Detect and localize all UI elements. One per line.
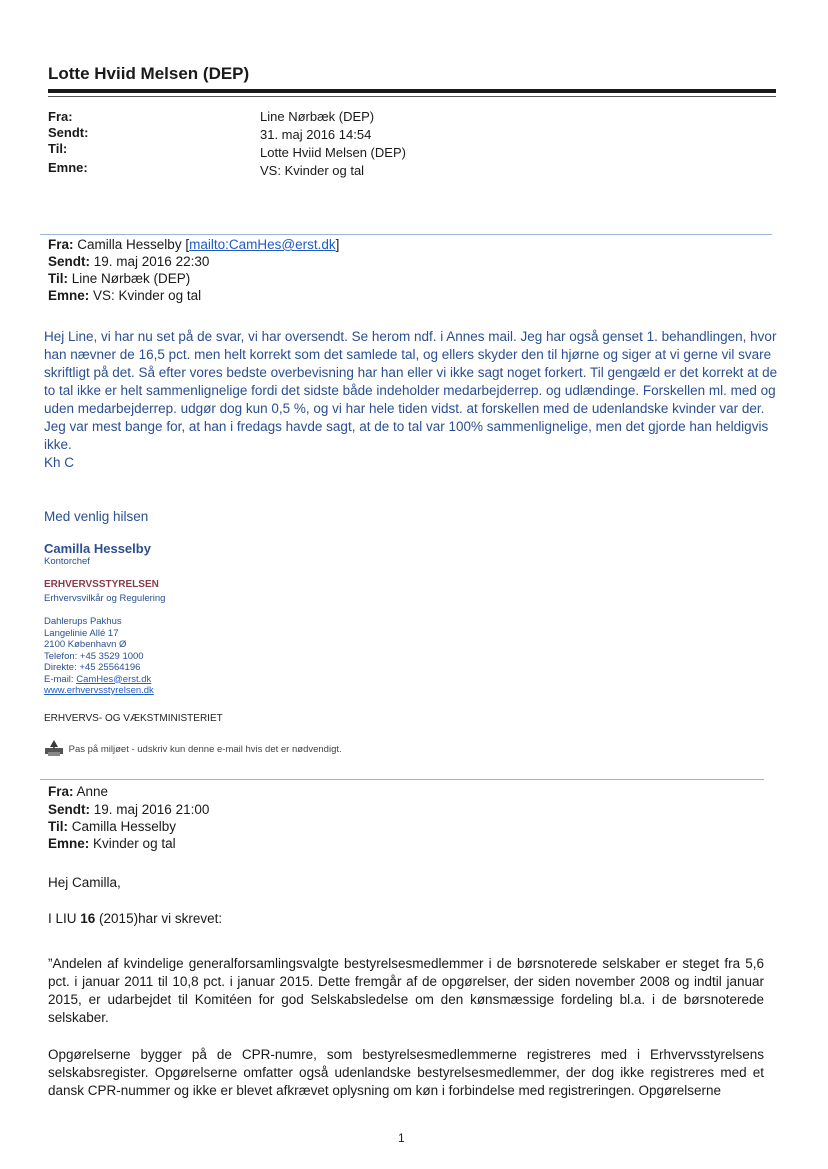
eco-note-text: Pas på miljøet - udskriv kun denne e-mail hvis det er nødvendigt.: [68, 744, 342, 756]
header-sent: 31. maj 2016 14:54: [260, 127, 372, 142]
msg1-from-open-bracket: [: [185, 237, 190, 252]
msg1-body: [44, 328, 784, 472]
msg1-to-label: Til:: [48, 271, 68, 286]
signature-division: Erhvervsvilkår og Regulering: [44, 593, 166, 604]
signature-email-link[interactable]: CamHes@erst.dk: [76, 673, 152, 685]
header-to: Lotte Hviid Melsen (DEP): [260, 145, 406, 160]
signature-address-3: 2100 København Ø: [44, 639, 127, 650]
msg2-subject-label: Emne:: [48, 836, 90, 851]
msg1-sent-value: 19. maj 2016 22:30: [93, 254, 210, 269]
msg2-to: [48, 819, 176, 834]
msg1-mailto-link[interactable]: mailto:CamHes@erst.dk: [189, 237, 336, 252]
header-to-label: Til:: [48, 141, 68, 156]
msg2-from-label: Fra:: [48, 784, 74, 799]
msg2-from-value: Anne: [76, 784, 109, 799]
msg2-salutation: Hej Camilla,: [48, 875, 121, 890]
msg1-sent: [48, 254, 209, 269]
msg2-sent-value: 19. maj 2016 21:00: [93, 802, 210, 817]
msg1-subject: [48, 288, 201, 303]
signature-address-2: Langelinie Allé 17: [44, 627, 119, 639]
separator-2: [40, 779, 764, 780]
header-from: Line Nørbæk (DEP): [260, 109, 375, 124]
msg1-body-paragraph-2: Jeg var mest bange for, at han i fredags havde sagt, at de to tal var 100% sammenlignelige, men det gjorde han heldigvis ikke.: [44, 419, 769, 452]
page-title: Lotte Hviid Melsen (DEP): [48, 64, 250, 83]
msg1-subject-label: Emne:: [48, 288, 90, 303]
msg1-to: [48, 271, 190, 286]
signature-email-line: [44, 674, 154, 686]
msg1-body-paragraph-1: Hej Line, vi har nu set på de svar, vi har oversendt. Se herom ndf. i Annes mail. Jeg har også genset 1. behandlingen, hvor han nævner de 16,5 pct. men helt korrekt som det samlede tal, og ellers skyder den til hjørne og siger at vi gerne vil svare skriftligt på det. Så efter vores bedste overbevisning har han eller vi ikke sagt noget forkert. Til gengæld er det korrekt at de to tal ikke er helt sammenlignelige fordi det sidste både indeholder medarbejderrep. og udlændinge. Forskellen ml. med og uden medarbejderrep. udgør dog kun 0,5 %, og vi har hele tiden vidst. at forskellen med de udenlandske kvinder var der.: [44, 329, 778, 416]
msg1-greeting: Med venlig hilsen: [44, 509, 149, 524]
msg1-to-value: Line Nørbæk (DEP): [71, 271, 191, 286]
msg2-quote-paragraph-2: Opgørelserne bygger på de CPR-numre, som bestyrelsesmedlemmerne registreres med i Erhvervsstyrelsens selskabsregister. Opgørelserne omfatter også udenlandske bestyrelsesmedlemmer, der dog ikke registreres med et dansk CPR-nummer og ikke er blevet afkrævet oplysning om køn i forbindelse med registreringen. Opgørelserne: [48, 1047, 764, 1098]
signature-email-label: E-mail:: [44, 673, 77, 685]
page-number: 1: [398, 1131, 405, 1145]
msg1-from-name: Camilla Hesselby: [77, 237, 182, 252]
signature-agency: ERHVERVSSTYRELSEN: [44, 579, 159, 590]
header-from-label: Fra:: [48, 109, 73, 124]
signature-phone: Telefon: +45 3529 1000: [44, 650, 144, 662]
msg2-reference: [48, 910, 764, 928]
msg2-sent-label: Sendt:: [48, 802, 90, 817]
msg2-reference-pre: I LIU: [48, 911, 81, 926]
msg1-from-close-bracket: ]: [335, 237, 340, 252]
separator-1: [40, 234, 772, 235]
title-rule: [48, 89, 776, 93]
signature-website-link[interactable]: www.erhvervsstyrelsen.dk: [44, 685, 154, 696]
msg2-reference-number: 16: [80, 911, 96, 926]
header-subject-label: Emne:: [48, 160, 88, 175]
msg1-subject-value: VS: Kvinder og tal: [93, 288, 202, 303]
signature-title: Kontorchef: [44, 556, 90, 567]
signature-ministry: ERHVERVS- OG VÆKSTMINISTERIET: [44, 713, 223, 724]
signature-name: Camilla Hesselby: [44, 541, 151, 556]
signature-direct: Direkte: +45 25564196: [44, 662, 141, 673]
msg1-from: [48, 237, 339, 252]
msg2-from: [48, 784, 108, 799]
signature-address-1: Dahlerups Pakhus: [44, 616, 122, 627]
msg2-subject: [48, 836, 176, 851]
signature-website-line: [44, 685, 154, 697]
msg1-body-signoff: Kh C: [44, 455, 75, 470]
eco-note: [44, 740, 342, 759]
msg1-sent-label: Sendt:: [48, 254, 90, 269]
printer-tree-icon: [44, 740, 64, 759]
header-sent-label: Sendt:: [48, 125, 89, 140]
msg2-to-label: Til:: [48, 819, 68, 834]
signature-address: [44, 616, 154, 697]
msg1-from-label: Fra:: [48, 237, 74, 252]
msg2-subject-value: Kvinder og tal: [93, 836, 176, 851]
msg2-quote-paragraph-1: ”Andelen af kvindelige generalforsamlingsvalgte bestyrelsesmedlemmer i de børsnoterede selskaber er steget fra 5,6 pct. i januar 2011 til 10,8 pct. i januar 2015. Dette fremgår af de opgørelser, der siden november 2008 og indtil januar 2015, er udarbejdet til Komitéen for god Selskabsledelse om den kønsmæssige fordeling bl.a. i de børsnoterede selskaber.: [48, 956, 764, 1025]
msg2-to-value: Camilla Hesselby: [71, 819, 177, 834]
msg2-reference-post: (2015)har vi skrevet:: [95, 911, 223, 926]
msg2-sent: [48, 802, 209, 817]
title-rule-thin: [48, 96, 776, 97]
header-subject: VS: Kvinder og tal: [260, 163, 365, 178]
